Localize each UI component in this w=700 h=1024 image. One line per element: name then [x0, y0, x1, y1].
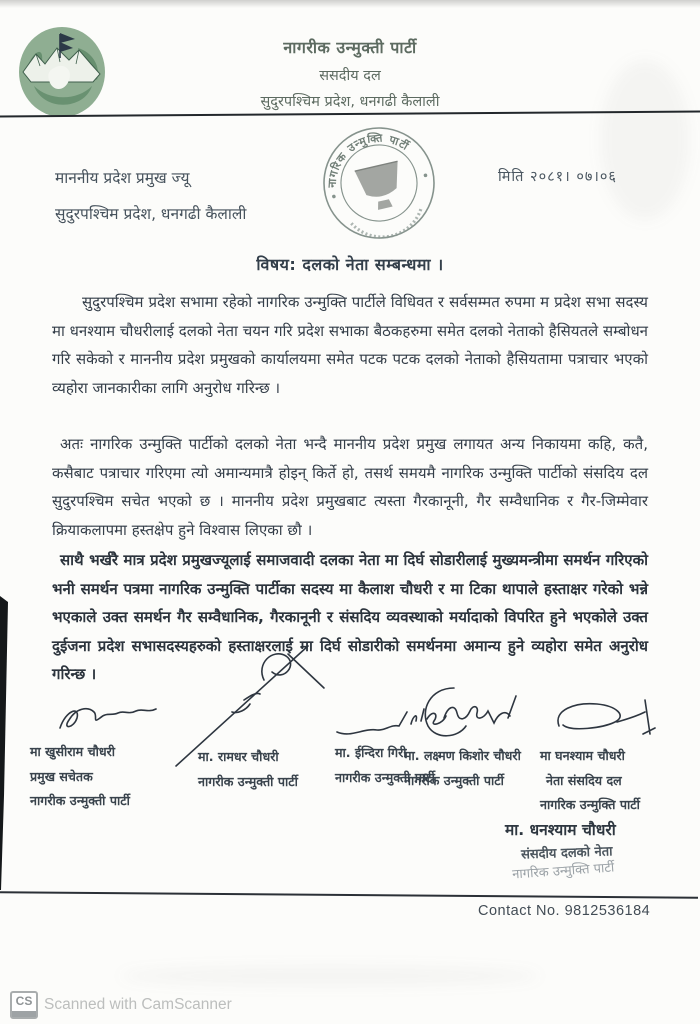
signature-squiggle-5	[543, 694, 677, 744]
signatory-name: मा. लक्ष्मण किशोर चौधरी	[404, 748, 521, 763]
signatory-block-2	[198, 745, 298, 794]
signatory-role: नेता संसदिय दल	[546, 772, 622, 788]
recipient-line1: माननीय प्रदेश प्रमुख ज्यू	[55, 169, 190, 187]
scan-smudge	[120, 966, 540, 986]
contact-line: Contact No. 9812536184	[478, 903, 651, 919]
subject-line: विषय: दलको नेता सम्बन्धमा ।	[256, 255, 444, 274]
bottom-divider	[0, 891, 698, 899]
signatory-name: मा घनश्याम चौधरी	[540, 748, 625, 763]
signatory-name: मा. रामधर चौधरी	[198, 749, 279, 764]
signatory-name: मा खुसीराम चौधरी	[30, 744, 115, 759]
camscanner-badge-label: CS	[15, 994, 33, 1008]
body-paragraph-2: अतः नागरिक उन्मुक्ति पार्टीको दलको नेता भन्दै माननीय प्रदेश प्रमुख लगायत अन्य निकायमा कहि, कतै, कसैबाट पत्राचार गरिएमा त्यो अमान्यमात्रै होइन् किर्ते हो, तसर्थ समयमै नागरिक उन्मुक्ति पार्टीको संसदिय दल सुदुरपश्चिम सचेत भएको छ । माननीय प्रदेश प्रमुखबाट त्यस्ता गैरकानूनी, गैर सम्वैधानिक र गैर-जिम्मेवार क्रियाकलापमा हस्तक्षेप हुने विश्वास लिएका छौ ।	[52, 435, 648, 539]
party-stamp-icon	[308, 112, 450, 254]
signatory-org: नागरीक उन्मुक्ती पार्टी	[198, 773, 298, 789]
letterhead-subtitle: ससदीय दल	[319, 68, 381, 84]
party-name: नागरीक उन्मुक्ती पार्टी	[283, 38, 417, 57]
authority-org: नागरिक उन्मुक्ति पार्टी	[511, 860, 615, 883]
camscanner-footer-text: Scanned with CamScanner	[44, 996, 232, 1013]
signatory-block-1	[30, 740, 130, 814]
signatory-name: मा. ईन्दिरा गिरी	[335, 745, 407, 760]
scan-top-edge	[0, 0, 700, 8]
scan-left-edge	[0, 596, 10, 890]
authority-role: संसदीय दलको नेता	[520, 844, 613, 863]
letterhead-address: सुदुरपश्चिम प्रदेश, धनगढी कैलाली	[260, 94, 440, 110]
body-paragraph-1: सुदुरपश्चिम प्रदेश सभामा रहेको नागरिक उन्मुक्ति पार्टीले विधिवत र सर्वसम्मत रुपमा म प्रदेश सभा सदस्य मा धनश्याम चौधरीलाई दलको नेता चयन गरि प्रदेश सभाका बैठकहरुमा समेत दलको नेताको हैसियतले सम्बोधन गरि सकेको र माननीय प्रदेश प्रमुखको कार्यालयमा समेत पटक पटक दलको नेताको हैसियतामा पत्राचार भएको व्यहोरा जानकारीका लागि अनुरोध गरिन्छ ।	[52, 293, 648, 397]
recipient-line2: सुदुरपश्चिम प्रदेश, धनगढी कैलाली	[55, 205, 247, 223]
signatory-org: नागरीक उन्मुक्ती पार्टी	[404, 772, 504, 788]
signatory-block-4	[404, 744, 521, 793]
signature-squiggle-4	[412, 682, 536, 744]
signatory-role: प्रमुख सचेतक	[30, 768, 93, 784]
signatory-org: नागरीक उन्मुक्ती पार्टी	[335, 769, 435, 785]
signatory-org: नागरीक उन्मुक्ती पार्टी	[30, 793, 130, 808]
signatory-org: नागरिक उन्मुक्ति पार्टी	[540, 797, 640, 812]
signature-squiggle-1	[52, 698, 164, 740]
signatory-block-5	[540, 744, 640, 818]
camscanner-badge-icon	[10, 991, 38, 1019]
recipient-block	[55, 160, 246, 232]
stamp-ring-text: नागरिक उन्मुक्ति पार्टी	[325, 131, 412, 189]
body-paragraph-3: साथै भर्खरै मात्र प्रदेश प्रमुखज्यूलाई समाजवादी दलका नेता मा दिर्घ सोडारीलाई मुख्यमन्त्रीमा समर्थन गरिएको भनी समर्थन पत्रमा नागरिक उन्मुक्ति पार्टीका सदस्य मा कैलाश चौधरी र मा टिका थापाले हस्ताक्षर गरेको भन्ने भएकाले उक्त समर्थन गैर सम्वैधानिक, गैरकानूनी र संसदिय व्यवस्थाको मर्यादाको विपरित हुने भएकोले उक्त दुईजना प्रदेश सभासदस्यहरुको हस्ताक्षरलाई मा दिर्घ सोडारीको समर्थनमा अमान्य हुने व्यहोरा समेत अनुरोध गरिन्छ ।	[52, 551, 648, 683]
authority-name: मा. धनश्याम चौधरी	[505, 821, 616, 839]
camscanner-badge-bar	[12, 1011, 36, 1017]
date-line: मिति २०८१। ०७।०६	[498, 169, 617, 185]
letterhead	[0, 36, 700, 111]
